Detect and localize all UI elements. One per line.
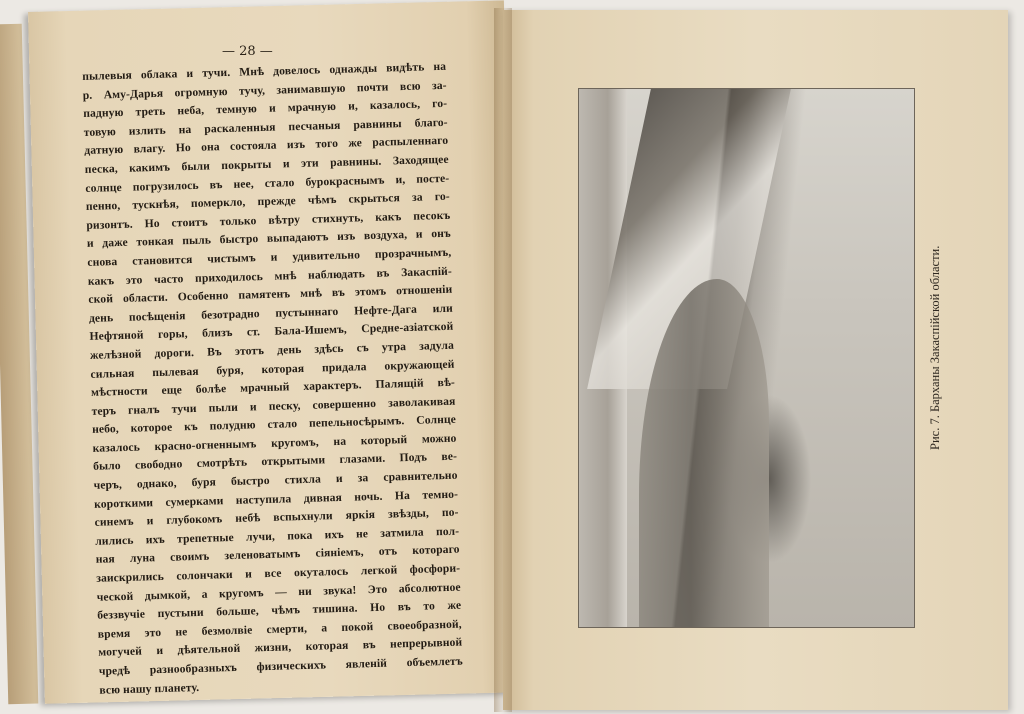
- text-line: снова становится чистымъ и удивительно прозрачнымъ,: [87, 245, 452, 269]
- text-line: казалось красно-огненнымъ кругомъ, на который можно: [92, 431, 457, 455]
- text-line: черъ, однако, буря быстро стихла и за сравнительно: [93, 468, 458, 492]
- book-gutter: [494, 8, 512, 712]
- text-line: ческой дымкой, а кругомъ — ни звука! Это абсолютное: [96, 580, 461, 604]
- text-line: чредѣ разнообразныхъ физическихъ явленій объемлетъ: [98, 654, 463, 678]
- text-line: ная луна своимъ зеленоватымъ сіяніемъ, отъ котораго: [95, 543, 460, 567]
- text-line: беззвучіе пустыни больше, чѣмъ тишина. Но въ то же: [97, 598, 462, 623]
- text-line: синемъ и глубокомъ небѣ вспыхнули яркія звѣзды, по-: [94, 505, 459, 530]
- dune-photograph: [578, 88, 915, 628]
- text-line: ской области. Особенно памятенъ мнѣ въ этомъ отношеніи: [88, 282, 453, 307]
- text-line: пенно, тускнѣя, померкло, прежде чѣмъ скрыться за го-: [85, 189, 450, 214]
- text-line: день посѣщенія безотрадно пустыннаго Нефте-Дага или: [88, 301, 454, 325]
- text-line: пылевыя облака и тучи. Мнѣ довелось однажды видѣть на: [82, 59, 447, 83]
- page-number: — 28 —: [222, 44, 273, 59]
- text-line: Нефтяной горы, близъ ст. Бала-Ишемъ, Средне-азіатской: [89, 320, 454, 344]
- text-line: желѣзной дороги. Въ этотъ день здѣсь съ утра задула: [89, 338, 455, 362]
- text-line: короткими сумерками наступила дивная ночь. На темно-: [93, 487, 459, 511]
- text-line: сильная пылевая буря, которая придала окружающей: [90, 357, 455, 381]
- text-line: датную влагу. Но она состояла изъ того же распыленнаго: [84, 134, 449, 158]
- text-line: падную треть неба, темную и мрачную и, казалось, го-: [83, 97, 448, 121]
- text-line: было свободно смотрѣть открытыми глазами. Подъ ве-: [92, 450, 458, 474]
- text-line: какъ это часто приходилось мнѣ наблюдать въ Закаспій-: [87, 264, 452, 288]
- text-line: заискрились солончаки и все окуталось легкой фосфори-: [96, 561, 461, 585]
- text-line: всю нашу планету.: [99, 680, 200, 697]
- text-line: р. Аму-Дарья огромную тучу, занимавшую почти всю за-: [82, 78, 447, 102]
- body-text: [82, 58, 464, 700]
- text-line: и даже тонкая пыль быстро выпадаютъ изъ воздуха, и онъ: [86, 227, 451, 251]
- text-line: мѣстности еще болѣе мрачный характеръ. Палящій вѣ-: [90, 375, 456, 399]
- text-line: могучей и дѣятельной жизни, которая въ непрерывной: [98, 636, 463, 660]
- text-line: солнце погрузилось въ нее, стало бурокраснымъ и, посте-: [85, 171, 450, 195]
- figure-caption: Рис. 7. Барханы Закаспійской области.: [928, 245, 942, 450]
- text-line: песка, какимъ были покрыты и эти равнины. Заходящее: [84, 152, 449, 176]
- text-line: ризонтъ. Но стоитъ только вѣтру стихнуть, какъ песокъ: [86, 208, 451, 232]
- text-line: теръ гналъ тучи пыли и песку, совершенно заволакивая: [91, 394, 456, 418]
- text-line: товую излить на раскаленныя песчаныя равнины благо-: [83, 115, 448, 139]
- text-line: лились ихъ трепетные лучи, пока ихъ не затмила пол-: [95, 524, 460, 548]
- text-line: небо, которое къ полудню стало пепельносѣрымъ. Солнце: [91, 412, 457, 437]
- text-line: время это не безмолвіе смерти, а покой своеобразной,: [97, 617, 462, 641]
